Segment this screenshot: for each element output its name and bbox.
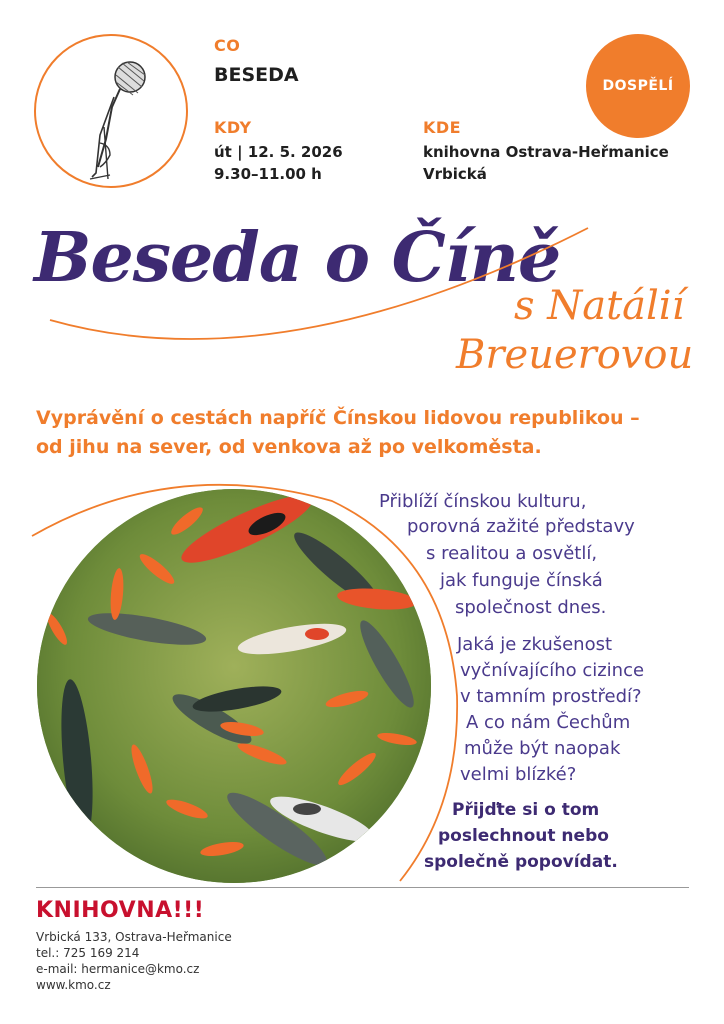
audience-badge: DOSPĚLÍ	[586, 34, 690, 138]
when-time: 9.30–11.00 h	[214, 165, 322, 183]
footer-divider	[36, 887, 689, 888]
intro-line-2: od jihu na sever, od venkova až po velkoměsta.	[36, 436, 542, 458]
microphone-icon	[70, 55, 160, 195]
where-label: KDE	[423, 118, 462, 137]
what-label: CO	[214, 36, 241, 55]
when-label: KDY	[214, 118, 252, 137]
subtitle-line-1: s Natálií	[514, 283, 685, 329]
where-street: Vrbická	[423, 165, 487, 183]
p3-line-3: společně popovídat.	[424, 852, 618, 872]
p3-line-2: poslechnout nebo	[438, 826, 609, 846]
p2-line-6: velmi blízké?	[460, 764, 577, 785]
p3-line-1: Přijďte si o tom	[452, 800, 600, 820]
library-web[interactable]: www.kmo.cz	[36, 978, 111, 992]
p2-line-3: v tamním prostředí?	[460, 686, 642, 707]
koi-photo	[37, 489, 431, 883]
intro-line-1: Vyprávění o cestách napříč Čínskou lidovou republikou –	[36, 407, 640, 429]
p1-line-3: s realitou a osvětlí,	[426, 543, 598, 564]
library-phone: tel.: 725 169 214	[36, 946, 140, 960]
p1-line-4: jak funguje čínská	[440, 570, 603, 591]
p1-line-5: společnost dnes.	[455, 597, 607, 618]
p1-line-1: Přiblíží čínskou kulturu,	[379, 491, 587, 512]
page-title: Beseda o Číně	[34, 218, 561, 298]
library-logo: KNIHOVNA!!!	[36, 898, 205, 923]
what-value: BESEDA	[214, 64, 299, 86]
intro-text	[36, 404, 696, 462]
p2-line-4: A co nám Čechům	[466, 712, 631, 733]
p2-line-2: vyčnívajícího cizince	[460, 660, 645, 681]
p2-line-5: může být naopak	[464, 738, 621, 759]
library-email[interactable]: e-mail: hermanice@kmo.cz	[36, 962, 200, 976]
library-address: Vrbická 133, Ostrava-Heřmanice	[36, 930, 232, 944]
p1-line-2: porovná zažité představy	[407, 516, 635, 537]
library-contact	[36, 929, 232, 993]
subtitle-line-2: Breuerovou	[456, 332, 694, 378]
p2-line-1: Jaká je zkušenost	[457, 634, 613, 655]
when-date: út | 12. 5. 2026	[214, 143, 343, 161]
where-place: knihovna Ostrava-Heřmanice	[423, 143, 669, 161]
